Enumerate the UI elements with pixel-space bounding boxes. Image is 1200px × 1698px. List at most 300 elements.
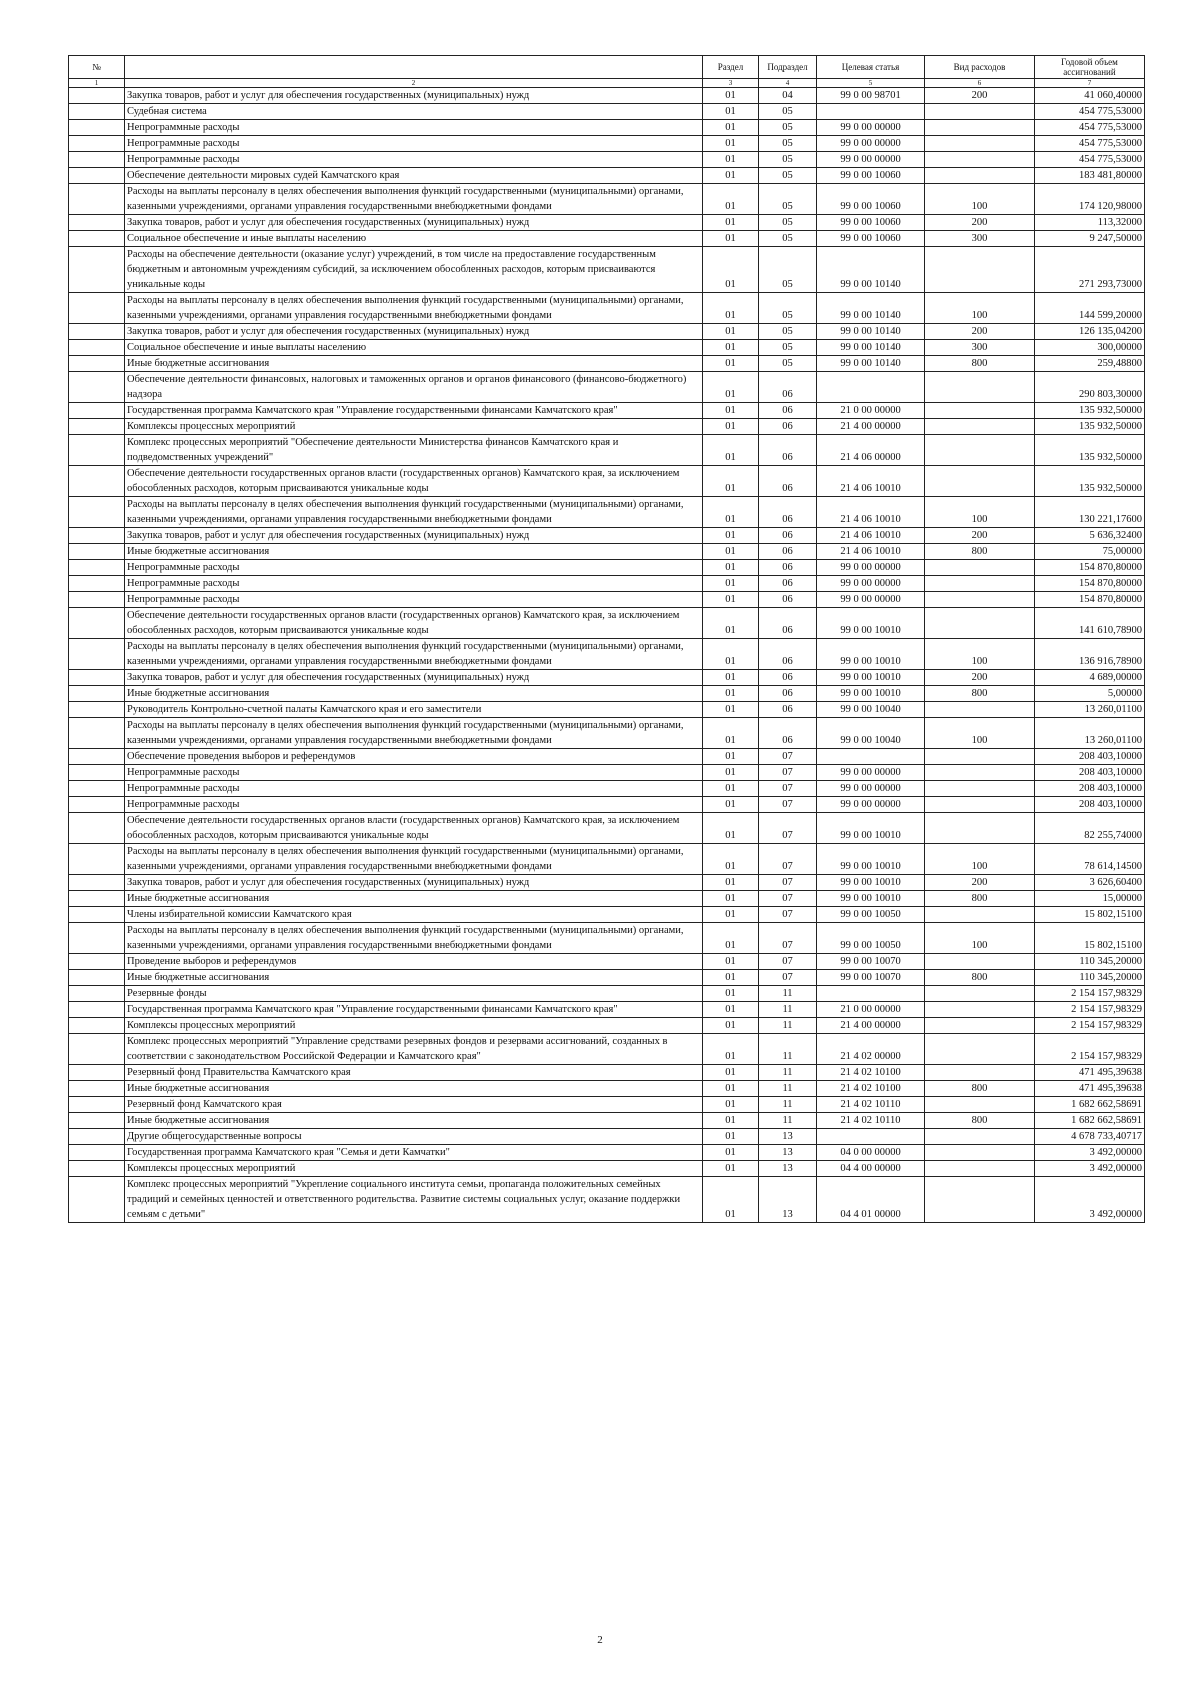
row-amount: 9 247,50000 [1035,231,1145,247]
row-index-cell [69,797,125,813]
row-index-cell [69,576,125,592]
row-subsection: 05 [759,231,817,247]
table-row [69,907,1145,923]
row-subsection: 06 [759,544,817,560]
row-index-cell [69,168,125,184]
row-section: 01 [703,1002,759,1018]
row-name: Расходы на выплаты персоналу в целях обеспечения выполнения функций государственными (муниципальными) органами, казенными учреждениями, органами управления государственными внебюджетными фондами [125,639,703,670]
row-section: 01 [703,184,759,215]
row-index-cell [69,1145,125,1161]
row-expense-type: 100 [925,923,1035,954]
row-section: 01 [703,356,759,372]
row-index-cell [69,528,125,544]
table-row [69,120,1145,136]
table-row [69,576,1145,592]
row-subsection: 05 [759,293,817,324]
row-index-cell [69,215,125,231]
row-target: 99 0 00 10140 [817,247,925,293]
row-amount: 454 775,53000 [1035,136,1145,152]
row-subsection: 07 [759,765,817,781]
row-name: Расходы на выплаты персоналу в целях обеспечения выполнения функций государственными (муниципальными) органами, казенными учреждениями, органами управления государственными внебюджетными фондами [125,293,703,324]
row-section: 01 [703,765,759,781]
row-amount: 113,32000 [1035,215,1145,231]
row-index-cell [69,1002,125,1018]
row-name: Иные бюджетные ассигнования [125,1113,703,1129]
row-expense-type: 800 [925,970,1035,986]
row-index-cell [69,813,125,844]
row-expense-type: 200 [925,88,1035,104]
row-amount: 75,00000 [1035,544,1145,560]
row-expense-type [925,986,1035,1002]
row-name: Расходы на выплаты персоналу в целях обеспечения выполнения функций государственными (муниципальными) органами, казенными учреждениями, органами управления государственными внебюджетными фондами [125,184,703,215]
row-amount: 2 154 157,98329 [1035,1002,1145,1018]
row-target: 21 4 00 00000 [817,419,925,435]
row-target: 21 4 02 10100 [817,1081,925,1097]
table-row [69,435,1145,466]
row-amount: 5,00000 [1035,686,1145,702]
row-index-cell [69,954,125,970]
table-row [69,152,1145,168]
row-expense-type [925,1034,1035,1065]
row-section: 01 [703,702,759,718]
row-name: Социальное обеспечение и иные выплаты населению [125,340,703,356]
row-subsection: 11 [759,1018,817,1034]
row-target: 99 0 00 00000 [817,576,925,592]
row-index-cell [69,891,125,907]
row-expense-type [925,403,1035,419]
table-row [69,104,1145,120]
row-expense-type [925,576,1035,592]
row-amount: 208 403,10000 [1035,765,1145,781]
table-row [69,497,1145,528]
row-expense-type: 200 [925,324,1035,340]
row-index-cell [69,152,125,168]
row-expense-type: 100 [925,184,1035,215]
header-row [69,56,1145,79]
row-name: Непрограммные расходы [125,120,703,136]
row-section: 01 [703,1081,759,1097]
row-amount: 130 221,17600 [1035,497,1145,528]
row-target: 99 0 00 10040 [817,718,925,749]
row-amount: 259,48800 [1035,356,1145,372]
row-index-cell [69,293,125,324]
table-row [69,136,1145,152]
row-section: 01 [703,970,759,986]
row-target: 04 4 00 00000 [817,1161,925,1177]
row-section: 01 [703,1129,759,1145]
row-name: Непрограммные расходы [125,136,703,152]
row-name: Обеспечение деятельности мировых судей Камчатского края [125,168,703,184]
row-expense-type: 100 [925,718,1035,749]
table-row [69,560,1145,576]
row-name: Проведение выборов и референдумов [125,954,703,970]
table-row [69,686,1145,702]
row-expense-type: 100 [925,293,1035,324]
row-expense-type [925,1018,1035,1034]
page-number: 2 [597,1634,603,1646]
row-subsection: 11 [759,1113,817,1129]
column-number: 5 [817,79,925,88]
table-row [69,875,1145,891]
row-name: Закупка товаров, работ и услуг для обеспечения государственных (муниципальных) нужд [125,88,703,104]
column-number: 7 [1035,79,1145,88]
row-amount: 290 803,30000 [1035,372,1145,403]
row-amount: 135 932,50000 [1035,403,1145,419]
row-amount: 271 293,73000 [1035,247,1145,293]
row-section: 01 [703,891,759,907]
row-name: Иные бюджетные ассигнования [125,544,703,560]
row-expense-type [925,1065,1035,1081]
row-target: 99 0 00 10060 [817,215,925,231]
table-row [69,1161,1145,1177]
row-subsection: 06 [759,639,817,670]
row-target: 99 0 00 10010 [817,891,925,907]
row-subsection: 11 [759,1034,817,1065]
row-expense-type [925,466,1035,497]
row-target [817,1129,925,1145]
row-index-cell [69,1113,125,1129]
row-expense-type [925,247,1035,293]
row-amount: 110 345,20000 [1035,970,1145,986]
table-row [69,168,1145,184]
table-row [69,340,1145,356]
row-index-cell [69,1018,125,1034]
row-amount: 135 932,50000 [1035,435,1145,466]
row-target: 99 0 00 00000 [817,152,925,168]
table-row [69,88,1145,104]
table-row [69,1145,1145,1161]
row-subsection: 05 [759,247,817,293]
row-expense-type [925,152,1035,168]
table-row [69,749,1145,765]
row-target: 99 0 00 00000 [817,136,925,152]
row-expense-type: 800 [925,891,1035,907]
row-target: 21 4 06 10010 [817,466,925,497]
row-amount: 154 870,80000 [1035,560,1145,576]
row-section: 01 [703,104,759,120]
row-target: 21 4 02 10100 [817,1065,925,1081]
column-number: 4 [759,79,817,88]
row-name: Закупка товаров, работ и услуг для обеспечения государственных (муниципальных) нужд [125,528,703,544]
header-no: № [69,56,125,79]
row-index-cell [69,907,125,923]
row-name: Государственная программа Камчатского края "Управление государственными финансами Камчатского края" [125,403,703,419]
table-row [69,608,1145,639]
row-expense-type: 800 [925,686,1035,702]
row-amount: 174 120,98000 [1035,184,1145,215]
row-expense-type: 800 [925,544,1035,560]
row-amount: 13 260,01100 [1035,702,1145,718]
row-subsection: 06 [759,686,817,702]
table-row [69,718,1145,749]
row-index-cell [69,1065,125,1081]
row-index-cell [69,1161,125,1177]
row-amount: 454 775,53000 [1035,120,1145,136]
row-target: 99 0 00 00000 [817,781,925,797]
row-target: 99 0 00 10010 [817,875,925,891]
row-name: Расходы на выплаты персоналу в целях обеспечения выполнения функций государственными (муниципальными) органами, казенными учреждениями, органами управления государственными внебюджетными фондами [125,923,703,954]
row-subsection: 06 [759,497,817,528]
row-section: 01 [703,844,759,875]
row-target [817,749,925,765]
row-index-cell [69,1034,125,1065]
row-expense-type [925,120,1035,136]
table-row [69,419,1145,435]
row-name: Непрограммные расходы [125,576,703,592]
row-amount: 135 932,50000 [1035,419,1145,435]
row-section: 01 [703,954,759,970]
table-row [69,1081,1145,1097]
row-section: 01 [703,923,759,954]
row-amount: 471 495,39638 [1035,1081,1145,1097]
table-row [69,544,1145,560]
row-section: 01 [703,670,759,686]
row-index-cell [69,324,125,340]
row-name: Комплексы процессных мероприятий [125,1018,703,1034]
row-subsection: 05 [759,136,817,152]
row-name: Государственная программа Камчатского края "Семья и дети Камчатки" [125,1145,703,1161]
row-amount: 154 870,80000 [1035,576,1145,592]
row-target: 99 0 00 10070 [817,954,925,970]
row-name: Резервный фонд Правительства Камчатского края [125,1065,703,1081]
row-target: 99 0 00 00000 [817,560,925,576]
row-subsection: 13 [759,1145,817,1161]
table-row [69,215,1145,231]
row-target: 99 0 00 10010 [817,686,925,702]
row-amount: 4 689,00000 [1035,670,1145,686]
row-section: 01 [703,718,759,749]
row-section: 01 [703,1177,759,1223]
row-subsection: 06 [759,560,817,576]
row-amount: 183 481,80000 [1035,168,1145,184]
row-index-cell [69,372,125,403]
row-amount: 3 492,00000 [1035,1161,1145,1177]
row-subsection: 06 [759,702,817,718]
row-expense-type: 300 [925,340,1035,356]
row-expense-type [925,1097,1035,1113]
table-row [69,324,1145,340]
row-name: Непрограммные расходы [125,797,703,813]
row-name: Иные бюджетные ассигнования [125,1081,703,1097]
row-subsection: 07 [759,781,817,797]
row-name: Обеспечение деятельности государственных органов власти (государственных органов) Камчатского края, за исключением обособленных расходов, которым присваиваются уникальные коды [125,813,703,844]
row-target: 04 4 01 00000 [817,1177,925,1223]
row-amount: 2 154 157,98329 [1035,1034,1145,1065]
row-subsection: 06 [759,419,817,435]
row-amount: 208 403,10000 [1035,797,1145,813]
row-target: 99 0 00 10010 [817,813,925,844]
row-amount: 4 678 733,40717 [1035,1129,1145,1145]
row-index-cell [69,184,125,215]
row-expense-type [925,813,1035,844]
row-index-cell [69,1081,125,1097]
row-subsection: 11 [759,1002,817,1018]
row-amount: 141 610,78900 [1035,608,1145,639]
table-row [69,970,1145,986]
row-expense-type [925,954,1035,970]
table-row [69,702,1145,718]
row-name: Закупка товаров, работ и услуг для обеспечения государственных (муниципальных) нужд [125,670,703,686]
row-section: 01 [703,1161,759,1177]
row-section: 01 [703,608,759,639]
row-target: 21 0 00 00000 [817,403,925,419]
column-number-row [69,79,1145,88]
row-index-cell [69,639,125,670]
row-index-cell [69,231,125,247]
row-index-cell [69,560,125,576]
row-index-cell [69,419,125,435]
row-amount: 136 916,78900 [1035,639,1145,670]
table-row [69,986,1145,1002]
table-row [69,765,1145,781]
row-name: Расходы на выплаты персоналу в целях обеспечения выполнения функций государственными (муниципальными) органами, казенными учреждениями, органами управления государственными внебюджетными фондами [125,718,703,749]
row-amount: 5 636,32400 [1035,528,1145,544]
row-amount: 82 255,74000 [1035,813,1145,844]
table-row [69,247,1145,293]
row-expense-type [925,1161,1035,1177]
row-section: 01 [703,215,759,231]
row-section: 01 [703,639,759,670]
row-index-cell [69,466,125,497]
row-amount: 15,00000 [1035,891,1145,907]
row-name: Иные бюджетные ассигнования [125,891,703,907]
row-expense-type [925,435,1035,466]
row-subsection: 11 [759,1097,817,1113]
row-amount: 15 802,15100 [1035,907,1145,923]
table-row [69,670,1145,686]
row-name: Непрограммные расходы [125,152,703,168]
row-section: 01 [703,403,759,419]
row-name: Обеспечение деятельности государственных органов власти (государственных органов) Камчатского края, за исключением обособленных расходов, которым присваиваются уникальные коды [125,608,703,639]
header-amount: Годовой объем ассигнований [1035,56,1145,79]
row-target: 99 0 00 00000 [817,797,925,813]
row-name: Социальное обеспечение и иные выплаты населению [125,231,703,247]
table-row [69,592,1145,608]
row-name: Закупка товаров, работ и услуг для обеспечения государственных (муниципальных) нужд [125,875,703,891]
row-target: 99 0 00 10140 [817,293,925,324]
row-index-cell [69,986,125,1002]
header-expense-type: Вид расходов [925,56,1035,79]
row-section: 01 [703,907,759,923]
row-subsection: 07 [759,907,817,923]
row-index-cell [69,403,125,419]
row-index-cell [69,1129,125,1145]
row-amount: 13 260,01100 [1035,718,1145,749]
table-row [69,1002,1145,1018]
row-section: 01 [703,528,759,544]
row-target: 99 0 00 00000 [817,592,925,608]
row-expense-type: 200 [925,670,1035,686]
row-expense-type: 800 [925,1113,1035,1129]
row-expense-type [925,781,1035,797]
row-target: 21 4 06 00000 [817,435,925,466]
row-name: Непрограммные расходы [125,765,703,781]
row-index-cell [69,765,125,781]
row-expense-type [925,136,1035,152]
row-name: Расходы на выплаты персоналу в целях обеспечения выполнения функций государственными (муниципальными) органами, казенными учреждениями, органами управления государственными внебюджетными фондами [125,497,703,528]
row-name: Расходы на обеспечение деятельности (оказание услуг) учреждений, в том числе на предоставление государственным бюджетным и автономным учреждениям субсидий, за исключением обособленных расходов, которым присваиваются уникальные коды [125,247,703,293]
row-expense-type [925,749,1035,765]
row-expense-type [925,560,1035,576]
row-section: 01 [703,340,759,356]
row-section: 01 [703,576,759,592]
row-amount: 15 802,15100 [1035,923,1145,954]
row-target: 99 0 00 10140 [817,340,925,356]
row-section: 01 [703,1113,759,1129]
row-subsection: 06 [759,718,817,749]
row-amount: 454 775,53000 [1035,104,1145,120]
row-name: Судебная система [125,104,703,120]
row-subsection: 05 [759,120,817,136]
row-name: Комплексы процессных мероприятий [125,419,703,435]
row-expense-type [925,1145,1035,1161]
row-name: Комплекс процессных мероприятий "Укрепление социального института семьи, пропаганда положительных семейных традиций и семейных ценностей и ответственного родительства. Развитие системы социальных услуг, оказание поддержки семьям с детьми" [125,1177,703,1223]
row-section: 01 [703,231,759,247]
row-amount: 1 682 662,58691 [1035,1113,1145,1129]
header-name [125,56,703,79]
row-index-cell [69,608,125,639]
row-subsection: 13 [759,1161,817,1177]
table-row [69,813,1145,844]
row-subsection: 06 [759,670,817,686]
row-index-cell [69,592,125,608]
row-target: 99 0 00 00000 [817,765,925,781]
row-amount: 471 495,39638 [1035,1065,1145,1081]
row-subsection: 07 [759,813,817,844]
row-index-cell [69,1177,125,1223]
table-row [69,639,1145,670]
row-index-cell [69,88,125,104]
table-row [69,1065,1145,1081]
row-target: 21 4 06 10010 [817,528,925,544]
table-row [69,1129,1145,1145]
row-amount: 41 060,40000 [1035,88,1145,104]
row-amount: 208 403,10000 [1035,781,1145,797]
row-subsection: 06 [759,608,817,639]
row-section: 01 [703,136,759,152]
row-name: Непрограммные расходы [125,781,703,797]
row-expense-type: 100 [925,844,1035,875]
row-amount: 135 932,50000 [1035,466,1145,497]
row-section: 01 [703,247,759,293]
table-row [69,231,1145,247]
row-section: 01 [703,1018,759,1034]
row-name: Закупка товаров, работ и услуг для обеспечения государственных (муниципальных) нужд [125,324,703,340]
row-subsection: 07 [759,923,817,954]
row-subsection: 06 [759,435,817,466]
row-subsection: 13 [759,1129,817,1145]
row-section: 01 [703,781,759,797]
row-index-cell [69,923,125,954]
row-index-cell [69,104,125,120]
row-amount: 2 154 157,98329 [1035,986,1145,1002]
row-target: 21 4 02 10110 [817,1097,925,1113]
row-target: 21 4 00 00000 [817,1018,925,1034]
row-target: 99 0 00 10010 [817,670,925,686]
row-index-cell [69,356,125,372]
row-target: 99 0 00 10050 [817,923,925,954]
row-expense-type [925,1129,1035,1145]
row-target: 99 0 00 10040 [817,702,925,718]
row-section: 01 [703,435,759,466]
row-expense-type: 100 [925,497,1035,528]
row-amount: 110 345,20000 [1035,954,1145,970]
row-amount: 3 492,00000 [1035,1145,1145,1161]
row-subsection: 05 [759,356,817,372]
row-name: Иные бюджетные ассигнования [125,686,703,702]
row-amount: 144 599,20000 [1035,293,1145,324]
row-index-cell [69,875,125,891]
